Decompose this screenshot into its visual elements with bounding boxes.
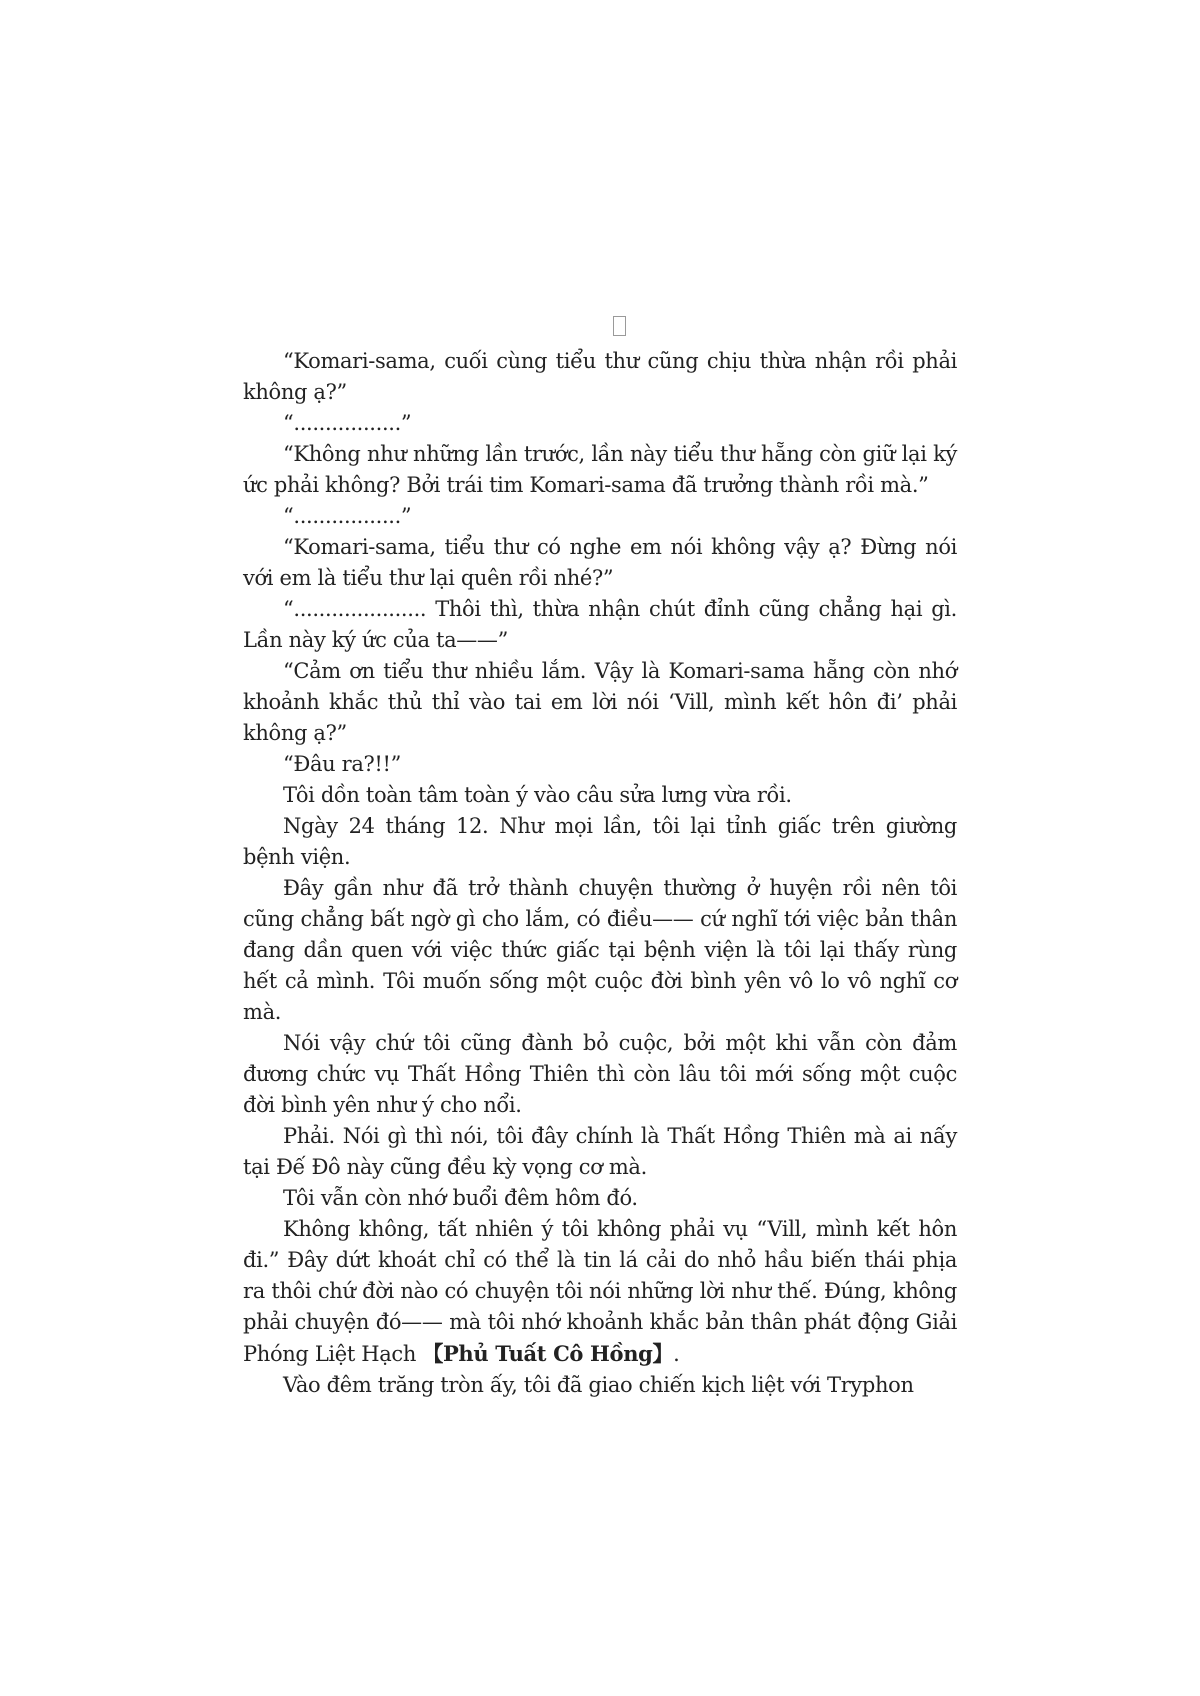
paragraph: Tôi dồn toàn tâm toàn ý vào câu sửa lưng vừa rồi. [283, 783, 792, 807]
paragraph: “Đâu ra?!!” [283, 752, 401, 776]
paragraph: “Komari-sama, tiểu thư có nghe em nói không vậy ạ? Đừng nói với em là tiểu thư lại quên rồi nhé?” [243, 535, 957, 590]
paragraph: Vào đêm trăng tròn ấy, tôi đã giao chiến kịch liệt với Tryphon [283, 1373, 914, 1397]
paragraph: “..................... Thôi thì, thừa nhận chút đỉnh cũng chẳng hại gì. Lần này ký ức của ta——” [243, 597, 957, 652]
missing-glyph-icon [613, 316, 626, 336]
paragraph: “.................” [283, 411, 412, 435]
paragraph: “Cảm ơn tiểu thư nhiều lắm. Vậy là Komari-sama hẵng còn nhớ khoảnh khắc thủ thỉ vào tai em lời nói ‘Vill, mình kết hôn đi’ phải không ạ?” [243, 659, 957, 745]
paragraph-text: Không không, tất nhiên ý tôi không phải vụ “Vill, mình kết hôn đi.” Đây dứt khoát chỉ có thể là tin lá cải do nhỏ hầu biến thái phịa ra thôi chứ đời nào có chuyện tôi nói những lời như thế. Đúng, không phải chuyện đó—— mà tôi nhớ khoảnh khắc bản thân phát động Giải Phóng Liệt Hạch [243, 1217, 957, 1366]
paragraph: Đây gần như đã trở thành chuyện thường ở huyện rồi nên tôi cũng chẳng bất ngờ gì cho lắm, có điều—— cứ nghĩ tới việc bản thân đang dần quen với việc thức giấc tại bệnh viện là tôi lại thấy rùng hết cả mình. Tôi muốn sống một cuộc đời bình yên vô lo vô nghĩ cơ mà. [243, 876, 957, 1024]
paragraph: Nói vậy chứ tôi cũng đành bỏ cuộc, bởi một khi vẫn còn đảm đương chức vụ Thất Hồng Thiên thì còn lâu tôi mới sống một cuộc đời bình yên như ý cho nổi. [243, 1031, 957, 1117]
emphasis-term: 【Phủ Tuất Cô Hồng】 [422, 1341, 674, 1366]
paragraph: “.................” [283, 504, 412, 528]
paragraph: Phải. Nói gì thì nói, tôi đây chính là Thất Hồng Thiên mà ai nấy tại Đế Đô này cũng đều kỳ vọng cơ mà. [243, 1124, 957, 1179]
body-text [243, 346, 957, 1401]
paragraph: “Không như những lần trước, lần này tiểu thư hẵng còn giữ lại ký ức phải không? Bởi trái tim Komari-sama đã trưởng thành rồi mà.” [243, 442, 957, 497]
paragraph: “Komari-sama, cuối cùng tiểu thư cũng chịu thừa nhận rồi phải không ạ?” [243, 349, 957, 404]
emphasis-tail: . [673, 1342, 680, 1366]
paragraph: Ngày 24 tháng 12. Như mọi lần, tôi lại tỉnh giấc trên giường bệnh viện. [243, 814, 957, 869]
paragraph-with-emphasis [243, 1214, 957, 1370]
paragraph: Tôi vẫn còn nhớ buổi đêm hôm đó. [283, 1186, 638, 1210]
